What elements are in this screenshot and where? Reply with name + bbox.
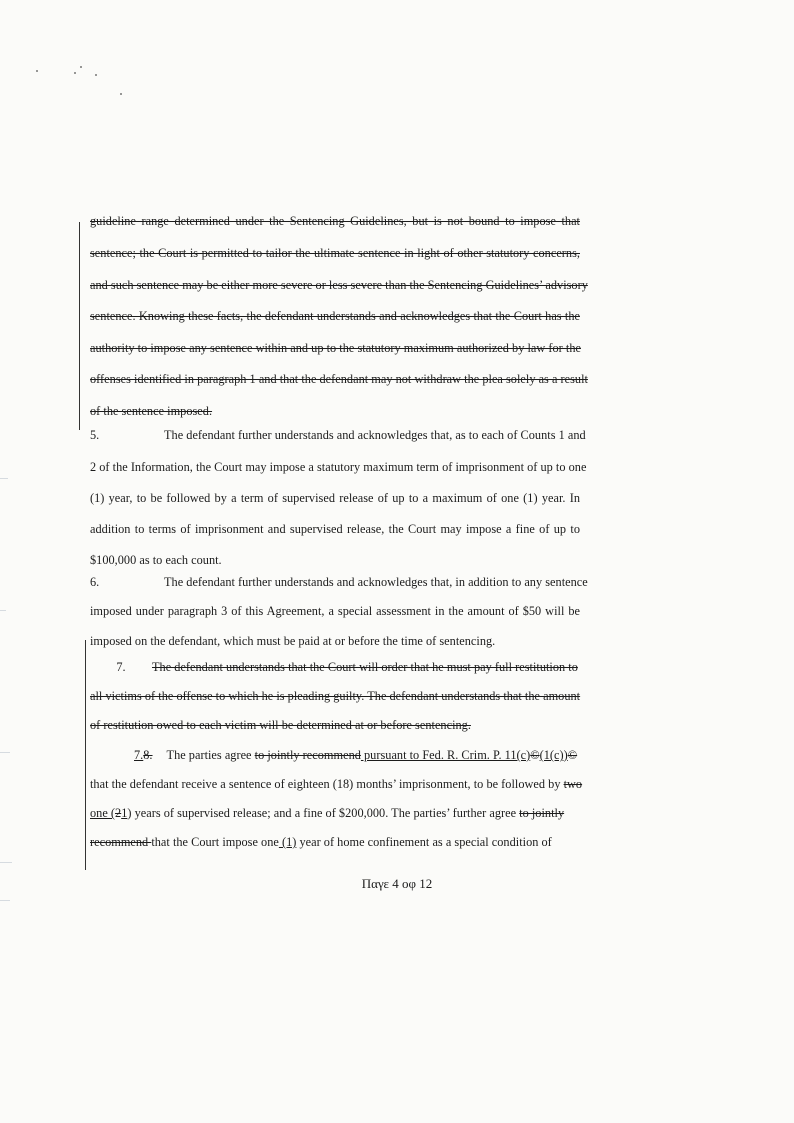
- deleted-text: ©: [567, 748, 578, 762]
- deleted-text: 2: [115, 806, 122, 820]
- text-span: The defendant further understands and acknowledges that, as to each of Counts 1 and: [164, 428, 586, 442]
- text-line: offenses identified in paragraph 1 and that the defendant may not withdraw the plea solely as a result: [90, 372, 588, 386]
- text-line: of restitution owed to each victim will be determined at or before sentencing.: [90, 718, 471, 732]
- text-line: 2 of the Information, the Court may impose a statutory maximum term of imprisonment of up to one: [90, 460, 587, 474]
- text-line: of the sentence imposed.: [90, 404, 213, 418]
- deleted-text: ©: [530, 748, 540, 762]
- text-line: [90, 835, 580, 849]
- text-span: year of home confinement as a special condition of: [296, 835, 552, 849]
- deleted-text: to jointly recommend: [254, 748, 361, 762]
- text-span: that the defendant receive a sentence of eighteen (18) months’ imprisonment, to be followed by: [90, 777, 564, 791]
- text-line: (1) year, to be followed by a term of supervised release of up to a maximum of one (1) year. In: [90, 491, 580, 505]
- text-line: addition to terms of imprisonment and supervised release, the Court may impose a fine of up to: [90, 522, 580, 536]
- inserted-number: 7.: [134, 748, 144, 762]
- text-line: [90, 777, 583, 791]
- text-line: imposed on the defendant, which must be paid at or before the time of sentencing.: [90, 634, 496, 648]
- scan-speck: [36, 70, 38, 72]
- paragraph-number: 6.: [90, 575, 100, 589]
- scan-edge-line: [0, 478, 8, 479]
- page-footer: Παγε 4 οφ 12: [361, 876, 433, 891]
- text-line: $100,000 as to each count.: [90, 553, 222, 567]
- inserted-text: (1(c)): [539, 748, 568, 762]
- scan-speck: [74, 72, 76, 74]
- scan-edge-line: [0, 752, 10, 753]
- text-line: guideline range determined under the Sentencing Guidelines, but is not bound to impose that: [90, 214, 580, 228]
- text-line: imposed under paragraph 3 of this Agreement, a special assessment in the amount of $50 will be: [90, 604, 580, 618]
- text-line: sentence; the Court is permitted to tailor the ultimate sentence in light of other statutory concerns,: [90, 246, 580, 260]
- text-span: ) years of supervised release; and a fine of $200,000. The parties’ further agree: [127, 806, 520, 820]
- deleted-number: 8.: [143, 748, 153, 762]
- text-line: all victims of the offense to which he is pleading guilty. The defendant understands that the amount: [90, 689, 581, 703]
- inserted-text: (1): [278, 835, 297, 849]
- revision-change-bar: [85, 640, 86, 870]
- text-line: [90, 575, 588, 589]
- text-line: and such sentence may be either more severe or less severe than the Sentencing Guidelines’ advisory: [90, 278, 588, 292]
- text-line: authority to impose any sentence within and up to the statutory maximum authorized by law for the: [90, 341, 581, 355]
- text-line: [90, 806, 580, 820]
- paragraph-number: 7.: [116, 660, 126, 674]
- deleted-text: recommend: [90, 835, 152, 849]
- text-span: The parties agree: [166, 748, 255, 762]
- deleted-text: to jointly: [519, 806, 565, 820]
- scan-edge-line: [0, 862, 12, 863]
- text-line: [90, 660, 580, 674]
- text-line: [90, 428, 586, 442]
- revision-change-bar: [79, 222, 80, 430]
- inserted-text: pursuant to Fed. R. Crim. P. 11(c): [360, 748, 531, 762]
- scan-edge-line: [0, 610, 6, 611]
- text-span: The defendant understands that the Court will order that he must pay full restitution to: [152, 660, 578, 674]
- inserted-text: 1: [121, 806, 128, 820]
- scan-speck: [95, 74, 97, 76]
- text-line: [90, 748, 580, 762]
- scan-speck: [120, 93, 122, 95]
- scan-speck: [80, 66, 82, 68]
- text-line: sentence. Knowing these facts, the defendant understands and acknowledges that the Court has the: [90, 309, 580, 323]
- paragraph-number: 5.: [90, 428, 100, 442]
- inserted-text: one (: [90, 806, 116, 820]
- scan-edge-line: [0, 900, 10, 901]
- deleted-text: two: [563, 777, 583, 791]
- text-span: that the Court impose one: [151, 835, 279, 849]
- text-span: The defendant further understands and acknowledges that, in addition to any sentence: [164, 575, 588, 589]
